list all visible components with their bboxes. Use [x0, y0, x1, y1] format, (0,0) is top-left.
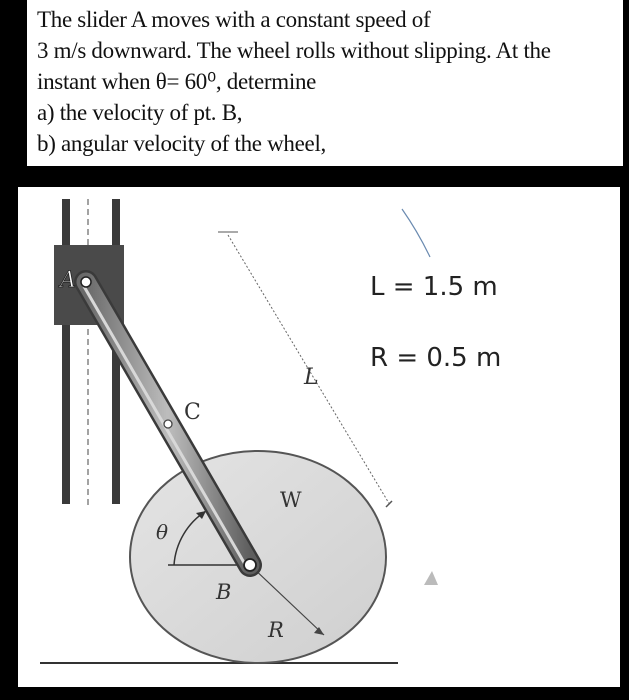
problem-statement	[27, 0, 623, 166]
label-theta: θ	[156, 520, 169, 544]
label-a: A	[60, 268, 76, 293]
problem-line-4: a) the velocity of pt. B,	[37, 100, 243, 125]
label-c: C	[184, 400, 201, 425]
pin-a	[81, 277, 91, 287]
label-w: W	[280, 488, 302, 512]
problem-line-3: instant when θ= 60⁰, determine	[37, 69, 317, 94]
problem-line-5: b) angular velocity of the wheel,	[37, 131, 326, 156]
center-c-point	[164, 420, 172, 428]
faint-arrow	[424, 571, 438, 585]
given-length: L = 1.5 m	[370, 272, 498, 302]
label-r: R	[268, 618, 284, 642]
mechanism-diagram	[18, 187, 620, 687]
problem-line-2: 3 m/s downward. The wheel rolls without slipping. At the	[37, 38, 551, 63]
label-b: B	[216, 580, 232, 604]
faint-mark	[402, 209, 430, 257]
pin-b	[244, 559, 256, 571]
given-radius: R = 0.5 m	[370, 343, 502, 373]
mechanism-figure	[18, 187, 620, 687]
label-l: L	[304, 365, 319, 390]
problem-line-1: The slider A moves with a constant speed of	[37, 7, 431, 32]
